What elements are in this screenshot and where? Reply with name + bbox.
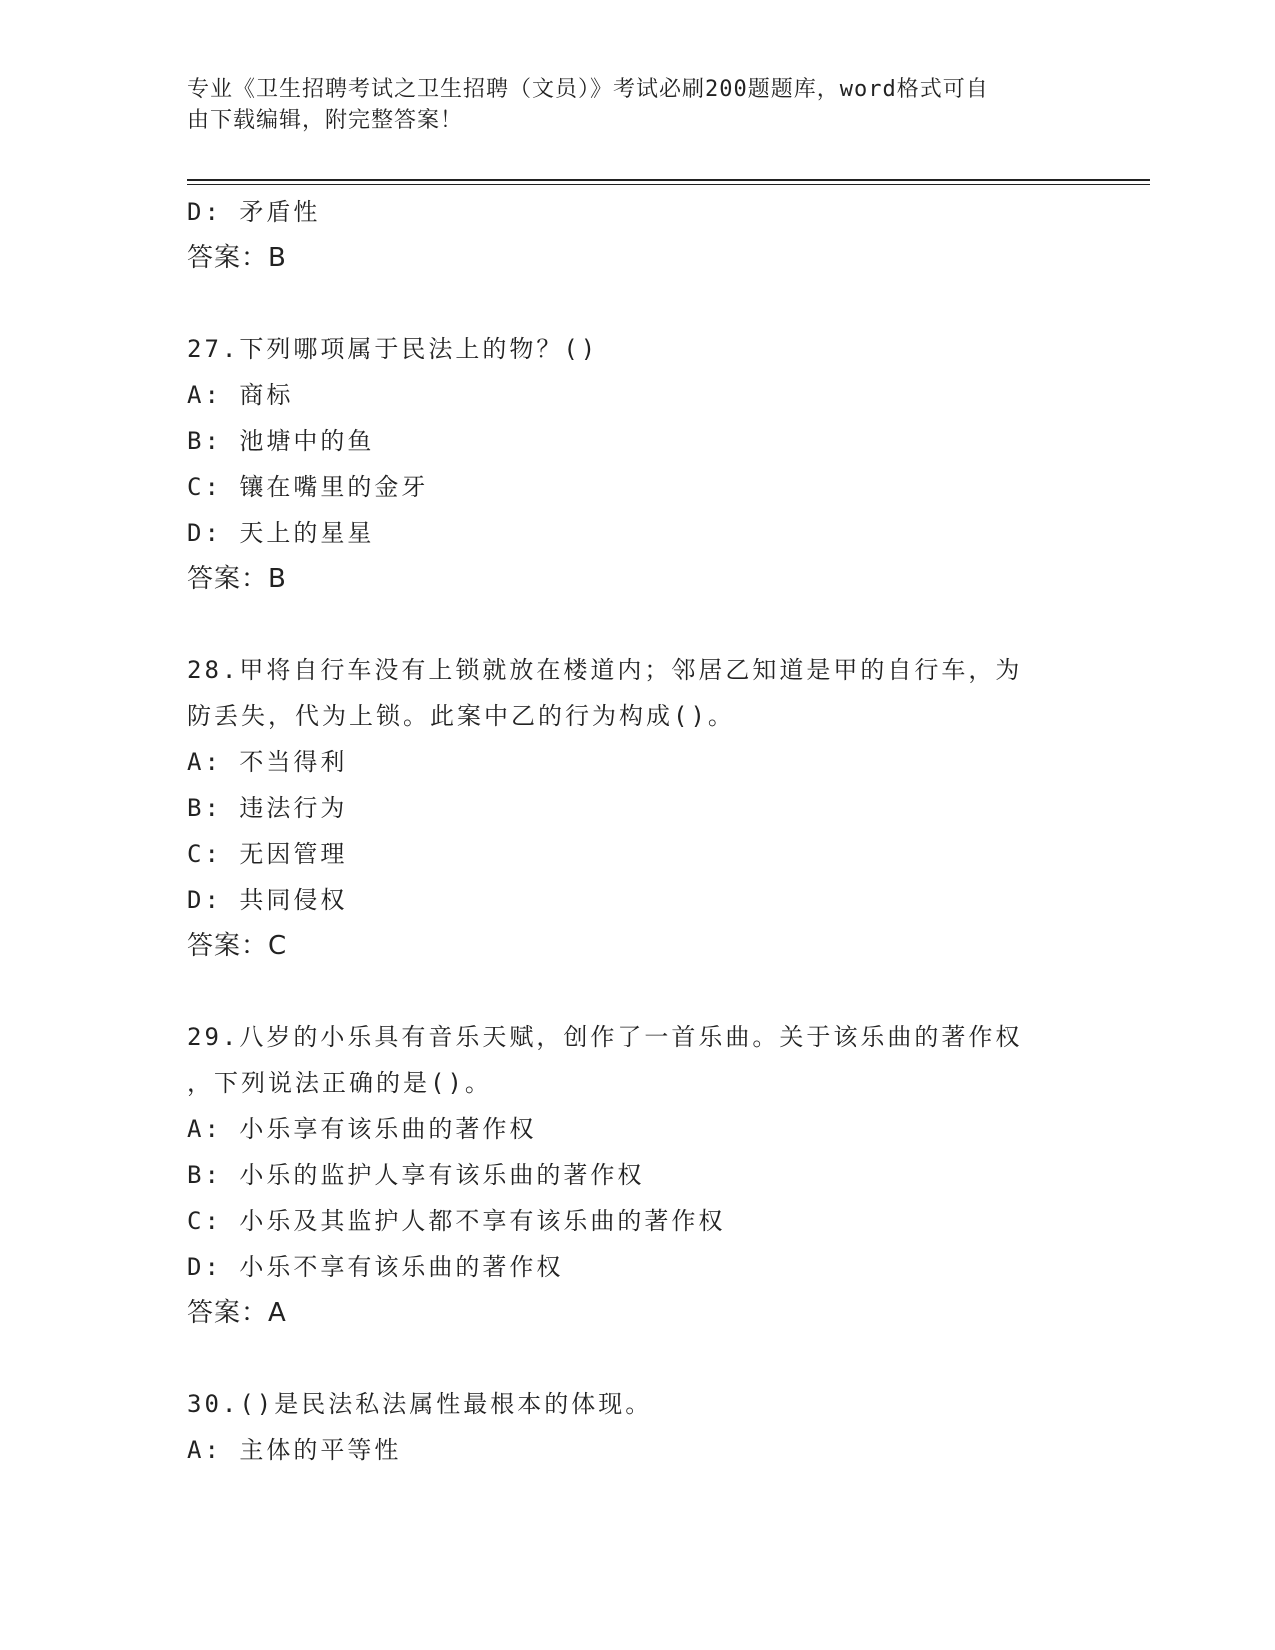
header-line-2: 由下载编辑，附完整答案！	[187, 108, 464, 133]
question-28	[187, 647, 1087, 969]
option-c: C: 小乐及其监护人都不享有该乐曲的著作权	[187, 1207, 726, 1235]
question-gap	[187, 1336, 1087, 1381]
header-line-1: 专业《卫生招聘考试之卫生招聘（文员）》考试必刷200题题库，word格式可自	[187, 77, 989, 102]
option-d: D: 小乐不享有该乐曲的著作权	[187, 1253, 564, 1281]
option-d: D: 共同侵权	[187, 886, 348, 914]
question-30	[187, 1381, 1087, 1473]
answer-line: 答案：C	[187, 931, 288, 961]
question-stem-continued: ，下列说法正确的是()。	[187, 1069, 492, 1097]
option-b: B: 违法行为	[187, 794, 348, 822]
option-d: D: 矛盾性	[187, 198, 321, 226]
question-stem: 30.()是民法私法属性最根本的体现。	[187, 1390, 653, 1418]
question-stem: 27.下列哪项属于民法上的物？()	[187, 335, 599, 363]
option-c: C: 镶在嘴里的金牙	[187, 473, 429, 501]
question-list	[187, 189, 1087, 1473]
answer-line: 答案：B	[187, 243, 287, 273]
question-gap	[187, 602, 1087, 647]
answer-line: 答案：A	[187, 1298, 287, 1328]
option-c: C: 无因管理	[187, 840, 348, 868]
option-d: D: 天上的星星	[187, 519, 375, 547]
document-header	[187, 74, 1067, 136]
option-a: A: 小乐享有该乐曲的著作权	[187, 1115, 537, 1143]
question-27	[187, 326, 1087, 602]
question-stem-continued: 防丢失，代为上锁。此案中乙的行为构成()。	[187, 702, 735, 730]
header-divider-thin	[187, 184, 1150, 185]
question-stem: 28.甲将自行车没有上锁就放在楼道内；邻居乙知道是甲的自行车，为	[187, 656, 1023, 684]
option-a: A: 不当得利	[187, 748, 348, 776]
question-29	[187, 1014, 1087, 1336]
option-b: B: 小乐的监护人享有该乐曲的著作权	[187, 1161, 645, 1189]
question-gap	[187, 969, 1087, 1014]
header-divider-thick	[187, 179, 1150, 181]
option-a: A: 商标	[187, 381, 294, 409]
option-a: A: 主体的平等性	[187, 1436, 402, 1464]
question-gap	[187, 281, 1087, 326]
question-stem: 29.八岁的小乐具有音乐天赋，创作了一首乐曲。关于该乐曲的著作权	[187, 1023, 1023, 1051]
answer-line: 答案：B	[187, 564, 287, 594]
option-b: B: 池塘中的鱼	[187, 427, 375, 455]
